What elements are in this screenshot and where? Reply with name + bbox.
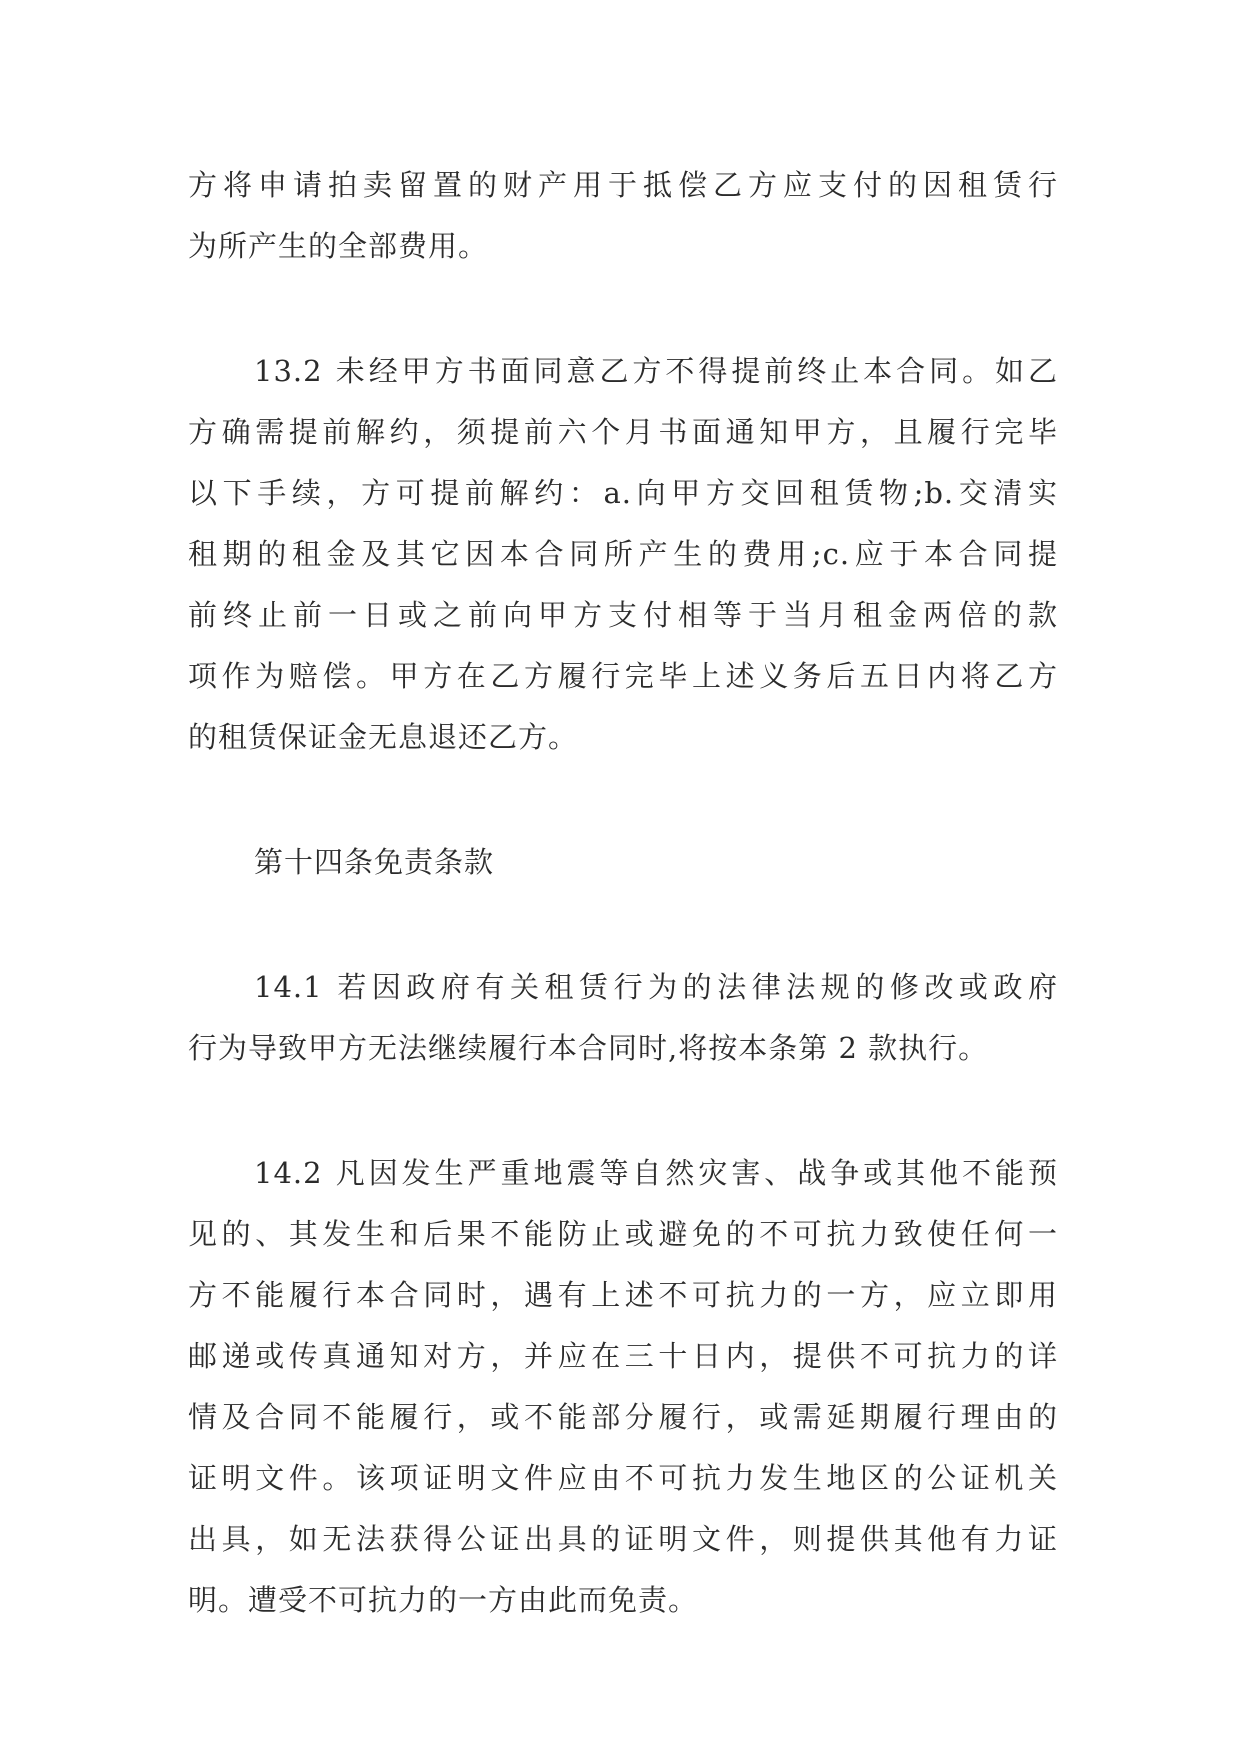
text-line: 为所产生的全部费用。 <box>188 229 489 263</box>
text-line: 情及合同不能履行，或不能部分履行，或需延期履行理由的 <box>188 1400 1058 1434</box>
text-line: 14.1 若因政府有关租赁行为的法律法规的修改或政府 <box>254 970 1058 1004</box>
paragraph-clause-13-2 <box>188 341 1058 768</box>
paragraph-clause-14-2 <box>188 1143 1058 1631</box>
text-line: 以下手续，方可提前解约：a.向甲方交回租赁物;b.交清实 <box>188 476 1058 510</box>
text-line: 明。遭受不可抗力的一方由此而免责。 <box>188 1583 699 1617</box>
text-line: 项作为赔偿。甲方在乙方履行完毕上述义务后五日内将乙方 <box>188 659 1058 693</box>
section-heading-14 <box>188 832 1058 893</box>
text-line: 13.2 未经甲方书面同意乙方不得提前终止本合同。如乙 <box>254 354 1058 388</box>
text-line: 方确需提前解约，须提前六个月书面通知甲方，且履行完毕 <box>188 415 1058 449</box>
text-line: 方不能履行本合同时，遇有上述不可抗力的一方，应立即用 <box>188 1278 1058 1312</box>
text-line: 行为导致甲方无法继续履行本合同时,将按本条第 2 款执行。 <box>188 1031 989 1065</box>
text-line: 14.2 凡因发生严重地震等自然灾害、战争或其他不能预 <box>254 1156 1058 1190</box>
text-line: 前终止前一日或之前向甲方支付相等于当月租金两倍的款 <box>188 598 1058 632</box>
text-line: 的租赁保证金无息退还乙方。 <box>188 720 579 754</box>
document-body <box>188 155 1058 1631</box>
text-line: 租期的租金及其它因本合同所产生的费用;c.应于本合同提 <box>188 537 1058 571</box>
text-line: 见的、其发生和后果不能防止或避免的不可抗力致使任何一 <box>188 1217 1058 1251</box>
paragraph-continuation <box>188 155 1058 277</box>
heading-line: 第十四条免责条款 <box>254 845 495 879</box>
text-line: 证明文件。该项证明文件应由不可抗力发生地区的公证机关 <box>188 1461 1058 1495</box>
text-line: 方将申请拍卖留置的财产用于抵偿乙方应支付的因租赁行 <box>188 168 1058 202</box>
text-line: 邮递或传真通知对方，并应在三十日内，提供不可抗力的详 <box>188 1339 1058 1373</box>
text-line: 出具，如无法获得公证出具的证明文件，则提供其他有力证 <box>188 1522 1058 1556</box>
paragraph-clause-14-1 <box>188 957 1058 1079</box>
